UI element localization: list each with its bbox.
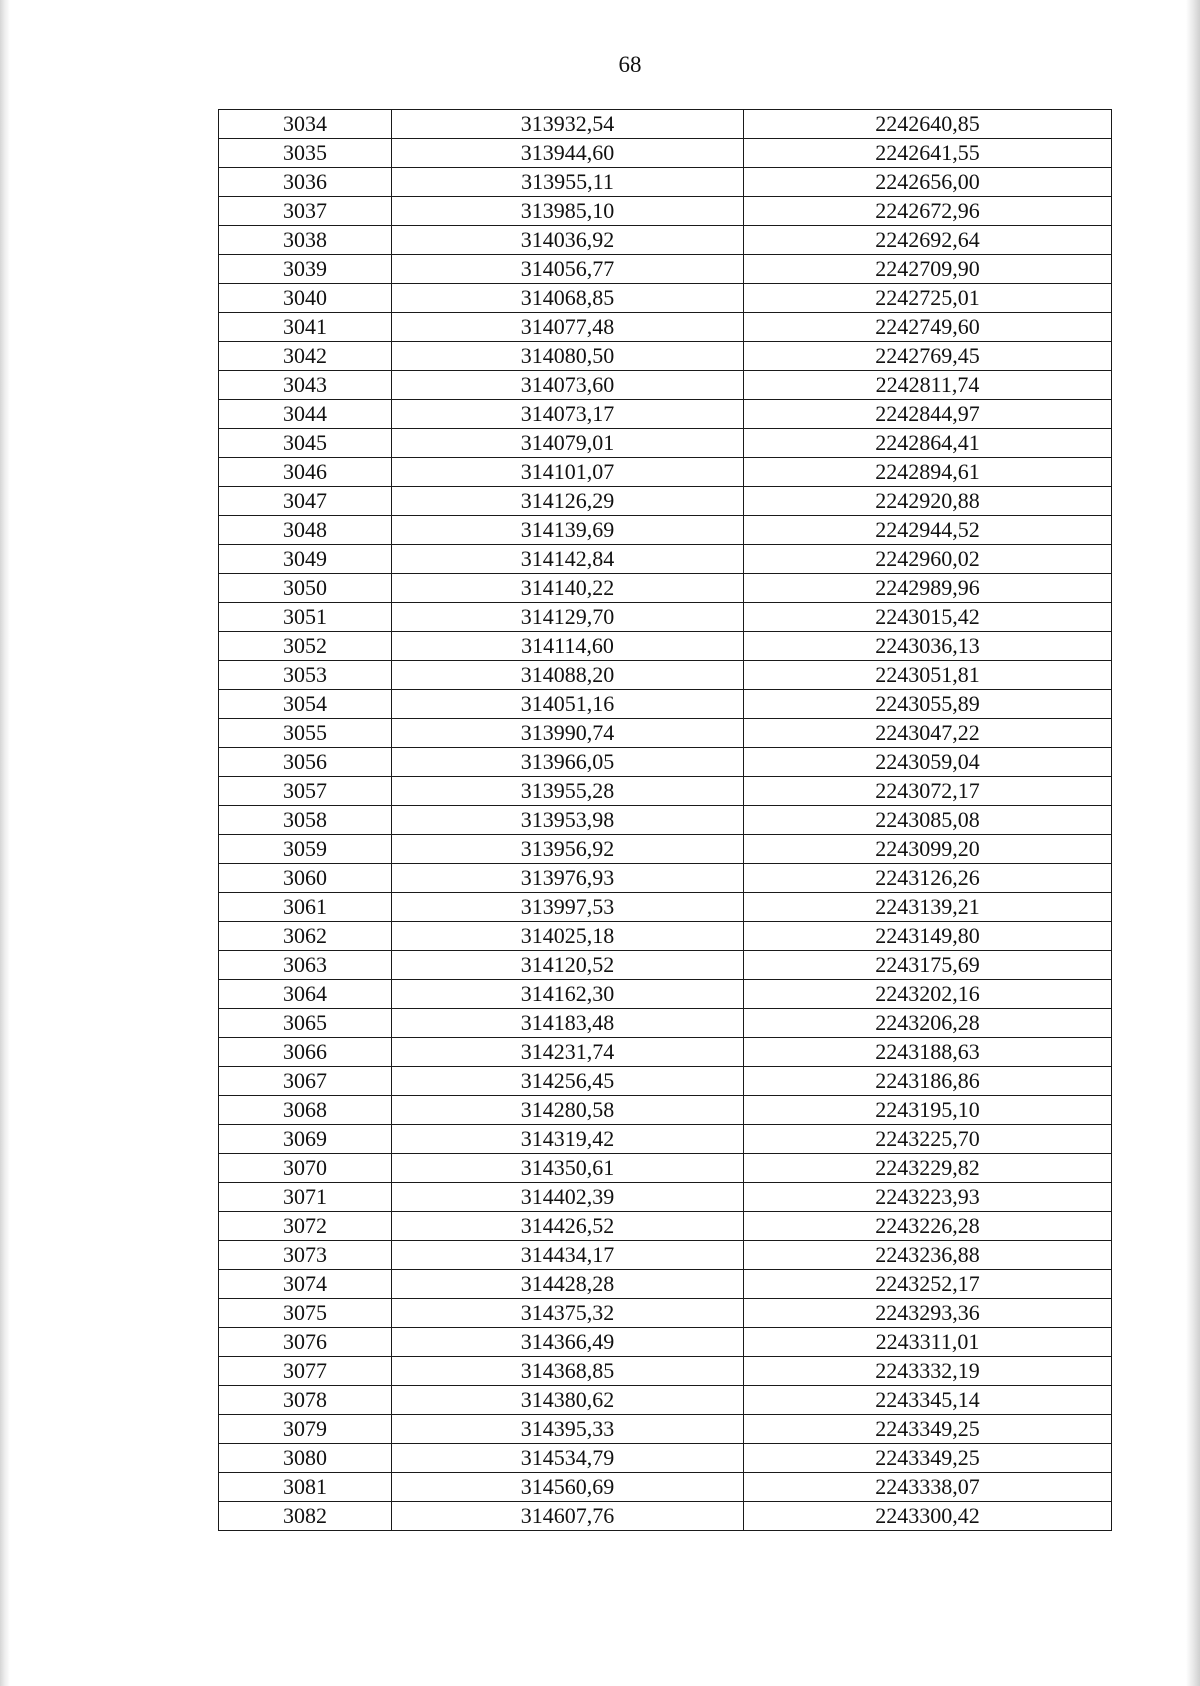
table-row [219, 110, 1112, 139]
table-row [219, 603, 1112, 632]
table-row [219, 980, 1112, 1009]
y-coordinate-cell: 2242920,88 [744, 487, 1112, 516]
x-coordinate-cell: 314256,45 [392, 1067, 744, 1096]
point-number-cell: 3056 [219, 748, 392, 777]
point-number-cell: 3067 [219, 1067, 392, 1096]
y-coordinate-cell: 2242641,55 [744, 139, 1112, 168]
y-coordinate-cell: 2242960,02 [744, 545, 1112, 574]
x-coordinate-cell: 314319,42 [392, 1125, 744, 1154]
table-row [219, 864, 1112, 893]
point-number-cell: 3034 [219, 110, 392, 139]
table-row [219, 284, 1112, 313]
table-row [219, 1009, 1112, 1038]
x-coordinate-cell: 314280,58 [392, 1096, 744, 1125]
y-coordinate-cell: 2243051,81 [744, 661, 1112, 690]
x-coordinate-cell: 314428,28 [392, 1270, 744, 1299]
y-coordinate-cell: 2243223,93 [744, 1183, 1112, 1212]
y-coordinate-cell: 2242692,64 [744, 226, 1112, 255]
point-number-cell: 3074 [219, 1270, 392, 1299]
point-number-cell: 3037 [219, 197, 392, 226]
table-row [219, 1328, 1112, 1357]
x-coordinate-cell: 314025,18 [392, 922, 744, 951]
table-row [219, 516, 1112, 545]
y-coordinate-cell: 2242811,74 [744, 371, 1112, 400]
x-coordinate-cell: 314036,92 [392, 226, 744, 255]
x-coordinate-cell: 314088,20 [392, 661, 744, 690]
table-row [219, 922, 1112, 951]
point-number-cell: 3075 [219, 1299, 392, 1328]
x-coordinate-cell: 314183,48 [392, 1009, 744, 1038]
y-coordinate-cell: 2243332,19 [744, 1357, 1112, 1386]
table-row [219, 748, 1112, 777]
y-coordinate-cell: 2242844,97 [744, 400, 1112, 429]
x-coordinate-cell: 313990,74 [392, 719, 744, 748]
table-row [219, 1096, 1112, 1125]
point-number-cell: 3049 [219, 545, 392, 574]
x-coordinate-cell: 314140,22 [392, 574, 744, 603]
y-coordinate-cell: 2242989,96 [744, 574, 1112, 603]
table-row [219, 487, 1112, 516]
table-row [219, 1444, 1112, 1473]
point-number-cell: 3081 [219, 1473, 392, 1502]
table-row [219, 893, 1112, 922]
y-coordinate-cell: 2242640,85 [744, 110, 1112, 139]
table-row [219, 458, 1112, 487]
point-number-cell: 3060 [219, 864, 392, 893]
y-coordinate-cell: 2242944,52 [744, 516, 1112, 545]
point-number-cell: 3054 [219, 690, 392, 719]
table-row [219, 226, 1112, 255]
table-row [219, 1154, 1112, 1183]
y-coordinate-cell: 2243293,36 [744, 1299, 1112, 1328]
table-row [219, 1067, 1112, 1096]
y-coordinate-cell: 2243236,88 [744, 1241, 1112, 1270]
point-number-cell: 3062 [219, 922, 392, 951]
y-coordinate-cell: 2243139,21 [744, 893, 1112, 922]
table-row [219, 1415, 1112, 1444]
y-coordinate-cell: 2242725,01 [744, 284, 1112, 313]
x-coordinate-cell: 314434,17 [392, 1241, 744, 1270]
point-number-cell: 3077 [219, 1357, 392, 1386]
table-row [219, 951, 1112, 980]
x-coordinate-cell: 314056,77 [392, 255, 744, 284]
table-row [219, 1357, 1112, 1386]
x-coordinate-cell: 313955,28 [392, 777, 744, 806]
x-coordinate-cell: 314120,52 [392, 951, 744, 980]
table-row [219, 690, 1112, 719]
point-number-cell: 3047 [219, 487, 392, 516]
x-coordinate-cell: 314395,33 [392, 1415, 744, 1444]
table-row [219, 1212, 1112, 1241]
x-coordinate-cell: 314560,69 [392, 1473, 744, 1502]
table-row [219, 1183, 1112, 1212]
point-number-cell: 3055 [219, 719, 392, 748]
x-coordinate-cell: 314534,79 [392, 1444, 744, 1473]
point-number-cell: 3064 [219, 980, 392, 1009]
page-number: 68 [618, 52, 642, 77]
y-coordinate-cell: 2243126,26 [744, 864, 1112, 893]
point-number-cell: 3045 [219, 429, 392, 458]
y-coordinate-cell: 2243311,01 [744, 1328, 1112, 1357]
y-coordinate-cell: 2243059,04 [744, 748, 1112, 777]
point-number-cell: 3070 [219, 1154, 392, 1183]
x-coordinate-cell: 314368,85 [392, 1357, 744, 1386]
table-row [219, 777, 1112, 806]
point-number-cell: 3080 [219, 1444, 392, 1473]
point-number-cell: 3079 [219, 1415, 392, 1444]
x-coordinate-cell: 314073,17 [392, 400, 744, 429]
y-coordinate-cell: 2243036,13 [744, 632, 1112, 661]
point-number-cell: 3068 [219, 1096, 392, 1125]
x-coordinate-cell: 314366,49 [392, 1328, 744, 1357]
x-coordinate-cell: 314350,61 [392, 1154, 744, 1183]
point-number-cell: 3053 [219, 661, 392, 690]
y-coordinate-cell: 2242894,61 [744, 458, 1112, 487]
x-coordinate-cell: 314607,76 [392, 1502, 744, 1531]
y-coordinate-cell: 2243202,16 [744, 980, 1112, 1009]
y-coordinate-cell: 2242672,96 [744, 197, 1112, 226]
point-number-cell: 3042 [219, 342, 392, 371]
x-coordinate-cell: 314051,16 [392, 690, 744, 719]
y-coordinate-cell: 2243015,42 [744, 603, 1112, 632]
table-row [219, 545, 1112, 574]
y-coordinate-cell: 2243338,07 [744, 1473, 1112, 1502]
point-number-cell: 3036 [219, 168, 392, 197]
point-number-cell: 3072 [219, 1212, 392, 1241]
point-number-cell: 3046 [219, 458, 392, 487]
table-row [219, 371, 1112, 400]
y-coordinate-cell: 2242864,41 [744, 429, 1112, 458]
x-coordinate-cell: 314142,84 [392, 545, 744, 574]
x-coordinate-cell: 314380,62 [392, 1386, 744, 1415]
point-number-cell: 3043 [219, 371, 392, 400]
y-coordinate-cell: 2243055,89 [744, 690, 1112, 719]
x-coordinate-cell: 314077,48 [392, 313, 744, 342]
point-number-cell: 3041 [219, 313, 392, 342]
x-coordinate-cell: 314101,07 [392, 458, 744, 487]
y-coordinate-cell: 2243149,80 [744, 922, 1112, 951]
table-row [219, 632, 1112, 661]
table-row [219, 1473, 1112, 1502]
point-number-cell: 3048 [219, 516, 392, 545]
point-number-cell: 3066 [219, 1038, 392, 1067]
point-number-cell: 3044 [219, 400, 392, 429]
scan-edge-right [1186, 0, 1200, 1686]
point-number-cell: 3035 [219, 139, 392, 168]
y-coordinate-cell: 2242709,90 [744, 255, 1112, 284]
table-row [219, 1502, 1112, 1531]
table-row [219, 1125, 1112, 1154]
table-row [219, 1299, 1112, 1328]
x-coordinate-cell: 313932,54 [392, 110, 744, 139]
point-number-cell: 3069 [219, 1125, 392, 1154]
x-coordinate-cell: 314114,60 [392, 632, 744, 661]
x-coordinate-cell: 313985,10 [392, 197, 744, 226]
y-coordinate-cell: 2243349,25 [744, 1415, 1112, 1444]
x-coordinate-cell: 314073,60 [392, 371, 744, 400]
y-coordinate-cell: 2243188,63 [744, 1038, 1112, 1067]
y-coordinate-cell: 2243225,70 [744, 1125, 1112, 1154]
y-coordinate-cell: 2242656,00 [744, 168, 1112, 197]
point-number-cell: 3051 [219, 603, 392, 632]
point-number-cell: 3082 [219, 1502, 392, 1531]
y-coordinate-cell: 2243186,86 [744, 1067, 1112, 1096]
y-coordinate-cell: 2242769,45 [744, 342, 1112, 371]
point-number-cell: 3058 [219, 806, 392, 835]
point-number-cell: 3059 [219, 835, 392, 864]
table-row [219, 1038, 1112, 1067]
y-coordinate-cell: 2243047,22 [744, 719, 1112, 748]
x-coordinate-cell: 313966,05 [392, 748, 744, 777]
coordinates-table [218, 109, 1112, 1531]
table-row [219, 1386, 1112, 1415]
x-coordinate-cell: 313953,98 [392, 806, 744, 835]
table-row [219, 313, 1112, 342]
coordinates-table-body [219, 110, 1112, 1531]
y-coordinate-cell: 2243349,25 [744, 1444, 1112, 1473]
y-coordinate-cell: 2243206,28 [744, 1009, 1112, 1038]
point-number-cell: 3040 [219, 284, 392, 313]
x-coordinate-cell: 313944,60 [392, 139, 744, 168]
y-coordinate-cell: 2243099,20 [744, 835, 1112, 864]
y-coordinate-cell: 2243072,17 [744, 777, 1112, 806]
y-coordinate-cell: 2243226,28 [744, 1212, 1112, 1241]
x-coordinate-cell: 314402,39 [392, 1183, 744, 1212]
table-row [219, 400, 1112, 429]
y-coordinate-cell: 2243175,69 [744, 951, 1112, 980]
table-row [219, 429, 1112, 458]
y-coordinate-cell: 2243252,17 [744, 1270, 1112, 1299]
x-coordinate-cell: 314375,32 [392, 1299, 744, 1328]
x-coordinate-cell: 313997,53 [392, 893, 744, 922]
table-row [219, 835, 1112, 864]
x-coordinate-cell: 314426,52 [392, 1212, 744, 1241]
y-coordinate-cell: 2243085,08 [744, 806, 1112, 835]
x-coordinate-cell: 313956,92 [392, 835, 744, 864]
table-row [219, 197, 1112, 226]
x-coordinate-cell: 313955,11 [392, 168, 744, 197]
table-row [219, 1241, 1112, 1270]
x-coordinate-cell: 313976,93 [392, 864, 744, 893]
table-row [219, 806, 1112, 835]
point-number-cell: 3071 [219, 1183, 392, 1212]
table-row [219, 574, 1112, 603]
table-row [219, 661, 1112, 690]
table-row [219, 139, 1112, 168]
y-coordinate-cell: 2242749,60 [744, 313, 1112, 342]
table-row [219, 1270, 1112, 1299]
point-number-cell: 3078 [219, 1386, 392, 1415]
point-number-cell: 3063 [219, 951, 392, 980]
scan-edge-left [0, 0, 10, 1686]
table-row [219, 168, 1112, 197]
y-coordinate-cell: 2243195,10 [744, 1096, 1112, 1125]
table-row [219, 342, 1112, 371]
point-number-cell: 3039 [219, 255, 392, 284]
table-row [219, 255, 1112, 284]
y-coordinate-cell: 2243300,42 [744, 1502, 1112, 1531]
point-number-cell: 3061 [219, 893, 392, 922]
y-coordinate-cell: 2243345,14 [744, 1386, 1112, 1415]
y-coordinate-cell: 2243229,82 [744, 1154, 1112, 1183]
x-coordinate-cell: 314080,50 [392, 342, 744, 371]
x-coordinate-cell: 314079,01 [392, 429, 744, 458]
x-coordinate-cell: 314139,69 [392, 516, 744, 545]
point-number-cell: 3065 [219, 1009, 392, 1038]
point-number-cell: 3038 [219, 226, 392, 255]
point-number-cell: 3052 [219, 632, 392, 661]
x-coordinate-cell: 314162,30 [392, 980, 744, 1009]
table-row [219, 719, 1112, 748]
x-coordinate-cell: 314126,29 [392, 487, 744, 516]
point-number-cell: 3050 [219, 574, 392, 603]
x-coordinate-cell: 314068,85 [392, 284, 744, 313]
x-coordinate-cell: 314231,74 [392, 1038, 744, 1067]
point-number-cell: 3076 [219, 1328, 392, 1357]
x-coordinate-cell: 314129,70 [392, 603, 744, 632]
point-number-cell: 3073 [219, 1241, 392, 1270]
point-number-cell: 3057 [219, 777, 392, 806]
